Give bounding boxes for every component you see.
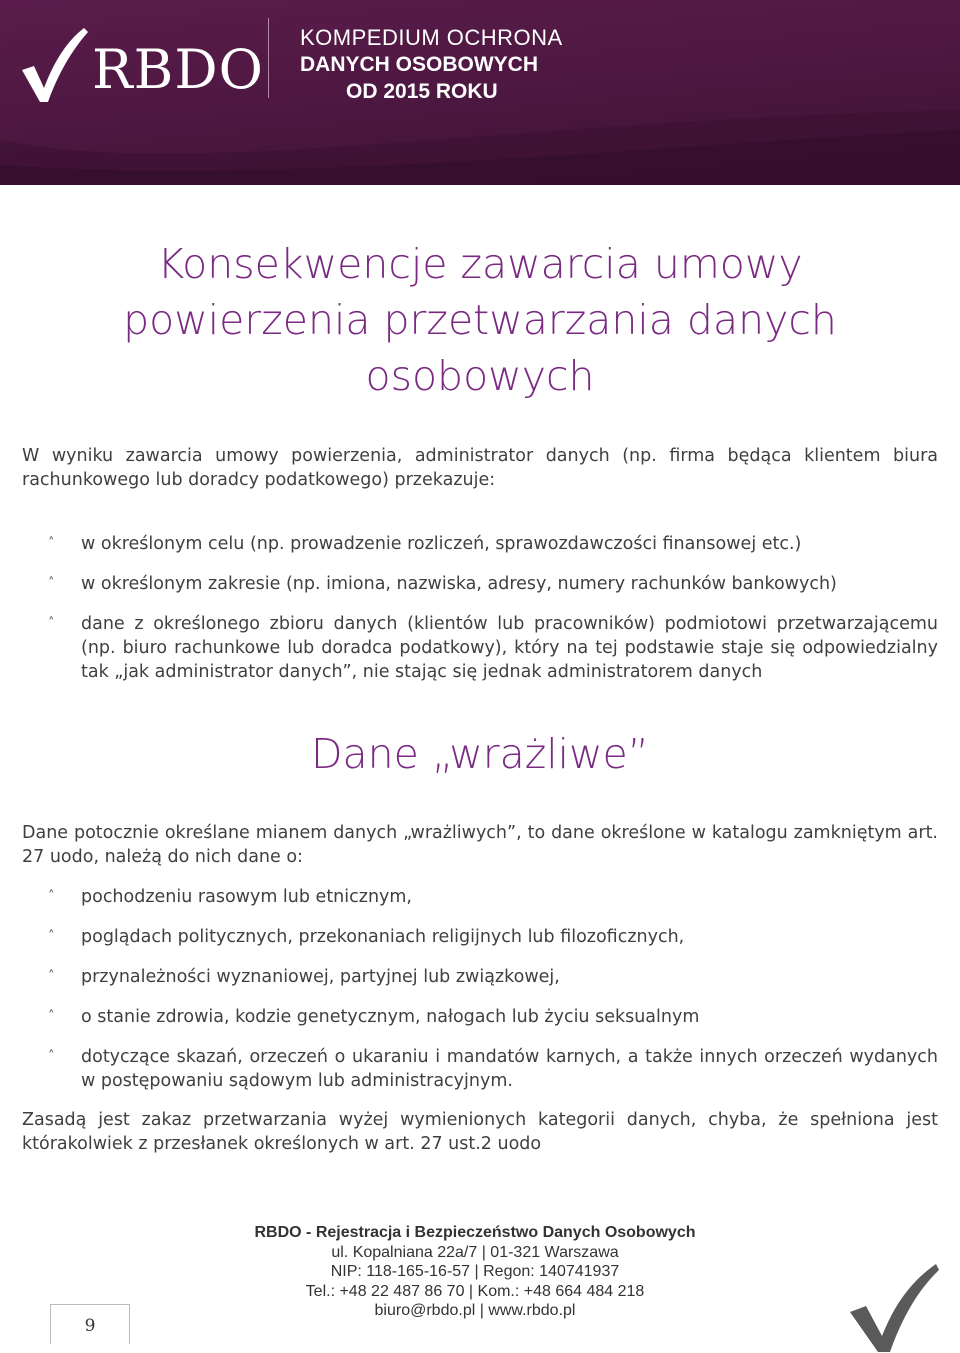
caret-bullet-icon: ˄ — [48, 536, 55, 551]
transfer-list — [48, 532, 938, 700]
sensitive-data-list — [48, 885, 938, 1109]
footer-ids: NIP: 118-165-16-57 | Regon: 140741937 — [330, 1263, 620, 1280]
caret-bullet-icon: ˄ — [48, 929, 55, 944]
caret-bullet-icon: ˄ — [48, 576, 55, 591]
page-header — [0, 0, 960, 185]
footer-company: RBDO - Rejestracja i Bezpieczeństwo Danych Osobowych — [254, 1224, 696, 1241]
footer-web: biuro@rbdo.pl | www.rbdo.pl — [374, 1302, 576, 1319]
logo-text: RBDO — [92, 38, 264, 101]
list-item-text: przynależności wyznaniowej, partyjnej lub związkowej, — [81, 967, 560, 987]
footer-address: ul. Kopalniana 22a/7 | 01-321 Warszawa — [331, 1243, 619, 1261]
list-item — [48, 572, 938, 596]
checkmark-logo-icon — [18, 26, 90, 104]
page-title — [0, 236, 960, 404]
header-title-line1: KOMPEDIUM OCHRONA — [300, 25, 563, 50]
list-item — [48, 925, 938, 949]
footer-contact — [240, 1223, 710, 1321]
list-item — [48, 965, 938, 989]
list-item-text: pochodzeniu rasowym lub etnicznym, — [81, 887, 412, 907]
header-title — [300, 24, 563, 105]
page-number: 9 — [50, 1304, 130, 1344]
footer-phones: Tel.: +48 22 487 86 70 | Kom.: +48 664 484 218 — [305, 1282, 645, 1300]
intro-paragraph: W wyniku zawarcia umowy powierzenia, administrator danych (np. firma będąca klientem biura rachunkowego lub doradcy podatkowego) przekazuje: — [22, 446, 938, 490]
list-item — [48, 532, 938, 556]
header-title-line2: DANYCH OSOBOWYCH — [300, 53, 539, 76]
caret-bullet-icon: ˄ — [48, 969, 55, 984]
list-item-text: dotyczące skazań, orzeczeń o ukaraniu i mandatów karnych, a także innych orzeczeń wydanych w postępowaniu sądowym lub administracyjnym. — [81, 1047, 938, 1091]
sensitive-intro-paragraph: Dane potocznie określane mianem danych „wrażliwych”, to dane określone w katalogu zamkniętym art. 27 uodo, należą do nich dane o: — [22, 823, 938, 867]
header-title-line3: OD 2015 ROKU — [346, 80, 498, 103]
checkmark-footer-icon — [848, 1262, 940, 1353]
list-item — [48, 612, 938, 684]
list-item-text: poglądach politycznych, przekonaniach religijnych lub filozoficznych, — [81, 927, 685, 947]
page-title-line: osobowych — [365, 352, 595, 400]
list-item — [48, 885, 938, 909]
list-item — [48, 1005, 938, 1029]
caret-bullet-icon: ˄ — [48, 616, 55, 631]
page-title-line: Konsekwencje zawarcia umowy — [157, 240, 803, 288]
section-subtitle: Dane „wrażliwe” — [310, 730, 650, 778]
header-divider — [268, 18, 269, 98]
final-paragraph: Zasadą jest zakaz przetwarzania wyżej wymienionych kategorii danych, chyba, że spełniona jest którakolwiek z przesłanek określonych w art. 27 ust.2 uodo — [22, 1110, 938, 1154]
page-title-line: powierzenia przetwarzania danych — [123, 296, 837, 344]
header-wave-decoration — [0, 110, 960, 185]
rbdo-logo — [18, 26, 264, 106]
caret-bullet-icon: ˄ — [48, 889, 55, 904]
list-item-text: o stanie zdrowia, kodzie genetycznym, nałogach lub życiu seksualnym — [81, 1007, 700, 1027]
caret-bullet-icon: ˄ — [48, 1049, 55, 1064]
list-item-text: w określonym celu (np. prowadzenie rozliczeń, sprawozdawczości finansowej etc.) — [81, 534, 802, 554]
caret-bullet-icon: ˄ — [48, 1009, 55, 1024]
list-item — [48, 1045, 938, 1093]
list-item-text: w określonym zakresie (np. imiona, nazwiska, adresy, numery rachunków bankowych) — [81, 574, 837, 594]
list-item-text: dane z określonego zbioru danych (klientów lub pracowników) podmiotowi przetwarzającemu (np. biuro rachunkowe lub doradca podatkowy), który na tej podstawie staje się odpowiedzialny tak „jak administrator danych”, nie stając się jednak administratorem danych — [81, 614, 938, 682]
